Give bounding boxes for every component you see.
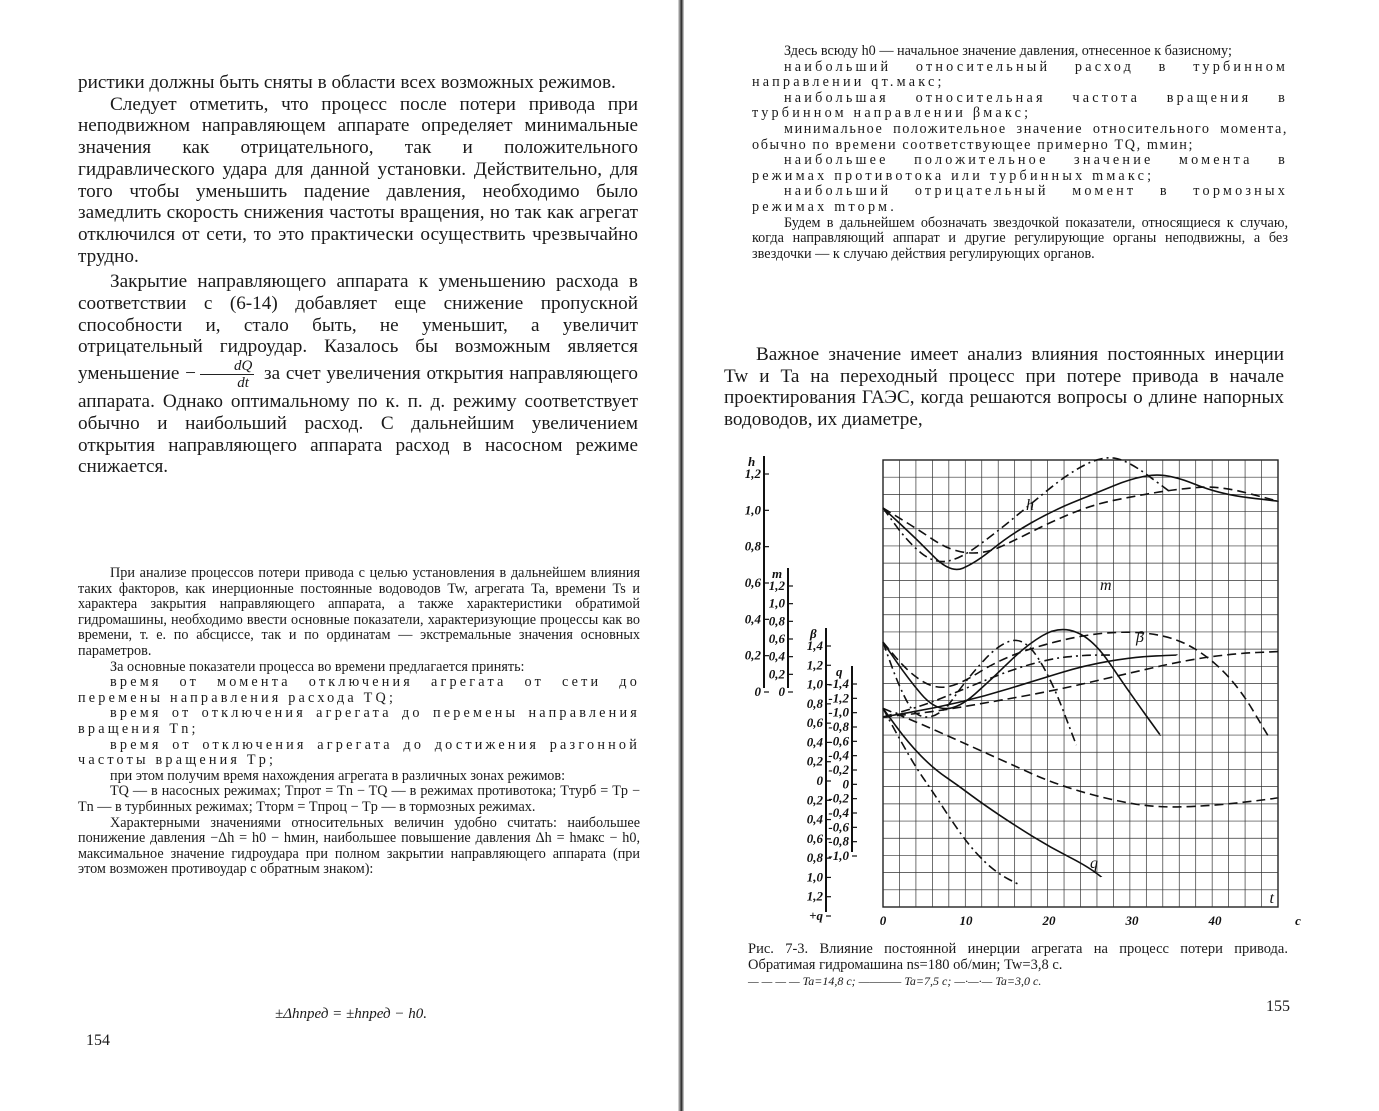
axis-tick-label: 0,6 <box>768 631 785 646</box>
fraction-numerator: dQ <box>200 358 254 375</box>
axis-tick-label: 0,2 <box>768 666 785 682</box>
right-big-1: Важное значение имеет анализ влияния постоянных инерции Tw и Ta на переходный процесс при потере привода в начале проектирования ГАЭС, когда решаются вопросы о длине напорных водоводов, их диаметре, <box>724 344 1284 431</box>
axis-tick-label: 0,4 <box>768 648 785 664</box>
chart-grid <box>883 460 1278 907</box>
right-small-4: минимальное положительное значение относительного момента, обычно по времени соответствующее примерно TQ, mмин; <box>752 120 1288 153</box>
left-small-text <box>78 566 640 878</box>
axis-tick-label: -0,2 <box>828 762 849 777</box>
fraction-prefix: − <box>185 363 196 385</box>
figure-legend: — — — — Ta=14,8 с; ———— Ta=7,5 с; —·—·— Ta=3,0 с. <box>748 974 1042 988</box>
axis-tick-label: 0 <box>816 773 823 788</box>
axis-tick-label: 0,4 <box>806 734 823 750</box>
axis-tick-label: 1,0 <box>768 595 785 611</box>
curve-β-dashdot <box>883 655 1110 717</box>
left-small-2: За основные показатели процесса во времени предлагается принять: <box>110 658 525 675</box>
axis-tick-label: -0,8 <box>828 719 849 734</box>
left-body-text <box>78 72 638 478</box>
axis-tick-label: 0,8 <box>806 695 823 711</box>
left-page-number: 154 <box>86 1032 110 1049</box>
axis-tick-label: 0,4 <box>806 811 823 827</box>
axis-tick-label: 0,2 <box>744 647 761 663</box>
axis-tick-label: 0,2 <box>806 753 823 769</box>
dq-dt-fraction <box>200 358 254 391</box>
left-formula: ±Δhпред = ±hпред − h0. <box>275 1006 428 1022</box>
x-tick-label: 40 <box>1208 913 1222 928</box>
left-small-5: время от отключения агрегата до достижения разгонной частоты вращения Tp; <box>78 736 640 769</box>
axis-name: q <box>836 664 843 679</box>
left-paragraph-1: ристики должны быть сняты в области всех возможных режимов. <box>78 72 616 93</box>
left-small-6: при этом получим время нахождения агрегата в различных зонах режимов: <box>110 767 566 784</box>
axis-tick-label: -1,0 <box>828 848 849 863</box>
axis-tick-label: -1,2 <box>828 690 849 706</box>
axis-tick-label: 0,2 <box>806 792 823 808</box>
figure-caption: Рис. 7-3. Влияние постоянной инерции агрегата на процесс потери привода. Обратимая гидромашина ns=180 об/мин; Tw=3,8 с. <box>748 941 1288 973</box>
right-small-2: наибольший относительный расход в турбинном направлении qт.макс; <box>752 58 1288 91</box>
left-paragraph-3 <box>78 271 638 478</box>
axis-tick-label: 1,4 <box>806 638 823 653</box>
right-small-3: наибольшая относительная частота вращения в турбинном направлении βмакс; <box>752 89 1288 122</box>
axis-name: m <box>772 566 783 581</box>
axis-tick-label: -0,2 <box>828 790 849 806</box>
curve-label-2: β <box>1136 629 1144 646</box>
right-body-text <box>724 344 1284 431</box>
axis-tick-label: 1,2 <box>744 466 761 481</box>
right-page-number: 155 <box>1266 998 1290 1015</box>
axis-tick-label: 0 <box>842 776 849 792</box>
curve-label-1: m <box>1100 577 1112 594</box>
chart-labels <box>1026 497 1144 872</box>
axis-tick-label: 0 <box>778 684 785 699</box>
fraction-denominator: dt <box>237 375 249 392</box>
axis-tick-label: 0,8 <box>806 850 823 866</box>
x-tick-label: 10 <box>959 913 973 928</box>
left-small-8: Характерными значениями относительных величин удобно считать: наибольшее понижение давления −Δh = h0 − hмин, наибольшее повышение давления Δh = hмакс − h0, максимальное значение гидроудара при полном закрытии направляющего аппарата (при этом возможен противоудар с обратным знаком): <box>78 814 640 878</box>
x-tick-label: 20 <box>1042 913 1056 928</box>
axis-tick-label: -1,0 <box>828 704 849 720</box>
axis-tick-label: 0,8 <box>768 613 785 629</box>
left-small-4: время от отключения агрегата до перемены направления вращения Tn; <box>78 705 640 737</box>
right-small-7: Будем в дальнейшем обозначать звездочкой показатели, относящиеся к случаю, когда направляющий аппарат и другие регулирующие органы неподвижны, а без звездочки — к случаю действия регулирующих органов. <box>752 214 1288 262</box>
left-small-3: время от момента отключения агрегата от сети до перемены направления расхода TQ; <box>78 674 640 706</box>
axis-tick-label: -0,6 <box>828 819 849 835</box>
axis-tick-label: -0,8 <box>828 833 849 849</box>
left-paragraph-3b: за счет увеличения открытия направляющего аппарата. Однако оптимальному по к. п. д. режиму соответствует обычно и наибольший расход. С дальнейшим увеличением открытия направляющего аппарата расход в насосном режиме снижается. <box>78 363 638 478</box>
x-tick-label: 30 <box>1125 913 1139 928</box>
axis-tick-label: 0,6 <box>806 830 823 846</box>
chart-axes <box>745 454 1301 928</box>
curve-label-0: h <box>1026 497 1034 514</box>
right-small-5: наибольшее положительное значение момента в режимах противотока или турбинных mмакс; <box>752 152 1288 184</box>
axis-tick-label: -0,4 <box>828 747 849 763</box>
axis-tick-label: 1,0 <box>806 869 823 885</box>
axis-tick-label: +q <box>809 908 823 923</box>
axis-name: h <box>748 454 756 469</box>
axis-tick-label: 1,2 <box>806 888 823 904</box>
axis-tick-label: 0,6 <box>806 715 823 731</box>
curve-label-3: q <box>1090 855 1098 872</box>
left-paragraph-2: Следует отметить, что процесс после потери привода при неподвижном направляющем аппарате определяет минимальные значения как отрицательного, так и положительного гидравлического удара для данной установки. Действительно, для того чтобы уменьшить падение давления, необходимо было замедлить скорость снижения частоты вращения, но так как агрегат отключился от сети, то это практически осуществить чрезвычайно трудно. <box>78 93 638 267</box>
axis-name: β <box>810 626 817 641</box>
left-small-1: При анализе процессов потери привода с целью установления в дальнейшем влияния таких факторов, как инерционные постоянные водоводов Tw, агрегата Ta, времени Ts и характера закрытия направляющего аппарата, а также характеристики обратимой гидромашины, необходимо ввести основные показатели, характеризующие процессы как во времени, т. е. по абсциссе, так и по ординатам — экстремальные значения основных параметров. <box>78 565 640 659</box>
axis-tick-label: -0,4 <box>828 805 849 820</box>
axis-tick-label: -1,4 <box>828 676 849 691</box>
book-spine <box>678 0 684 1111</box>
left-small-7: TQ — в насосных режимах; Tпрот = Tn − TQ — в режимах противотока; Tтурб = Tp − Tn — в турбинных режимах; Tторм = Tпроц − Tp — в тормозных режимах. <box>78 783 640 815</box>
axis-tick-label: 0,6 <box>744 575 761 590</box>
left-paragraph-3a: Закрытие направляющего аппарата к уменьшению расхода в соответствии с (6-14) добавляет еще снижение пропускной способности и, стало быть, не уменьшит, а увеличит отрицательный гидроудар. Казалось бы возможным является уменьшение <box>78 271 638 385</box>
right-small-6: наибольший отрицательный момент в тормозных режимах mторм. <box>752 183 1288 215</box>
axis-tick-label: 0,8 <box>744 538 761 554</box>
right-small-1: Здесь всюду h0 — начальное значение давления, отнесенное к базисному; <box>784 43 1232 59</box>
x-tick-label: 0 <box>879 913 887 928</box>
axis-tick-label: -0,6 <box>828 733 849 749</box>
axis-tick-label: 0 <box>754 684 761 699</box>
axis-tick-label: 0,4 <box>744 611 761 627</box>
x-tick-label: с <box>1295 913 1301 928</box>
axis-tick-label: 1,0 <box>744 502 761 518</box>
x-axis-label: t <box>1269 890 1274 907</box>
left-page <box>0 0 685 1111</box>
axis-tick-label: 1,0 <box>806 676 823 692</box>
axis-tick-label: 1,2 <box>806 657 823 673</box>
right-small-text <box>752 44 1288 262</box>
figure-7-3-chart <box>728 452 1301 942</box>
axis-tick-label: 1,2 <box>768 578 785 593</box>
